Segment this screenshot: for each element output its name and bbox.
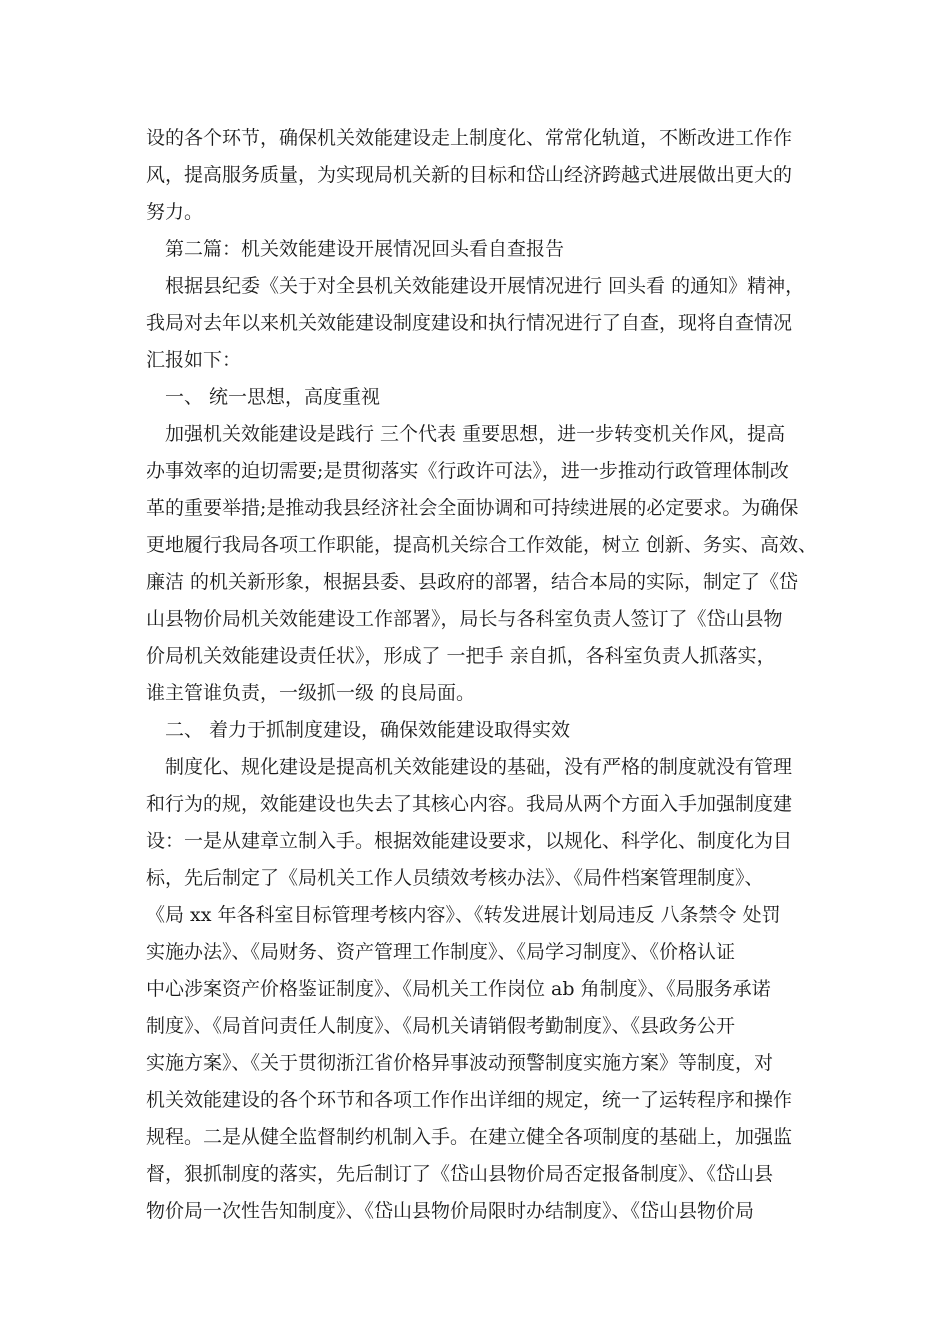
document-line: 标，先后制定了《局机关工作人员绩效考核办法》、《局件档案管理制度》、 (146, 867, 764, 889)
document-line: 设的各个环节，确保机关效能建设走上制度化、常常化轨道，不断改进工作作 (146, 127, 793, 149)
document-line: 实施办法》、《局财务、资产管理工作制度》、《局学习制度》、《价格认证 (146, 941, 736, 963)
document-line: 革的重要举措;是推动我县经济社会全面协调和可持续进展的必定要求。为确保 (146, 497, 799, 519)
document-line: 督，狠抓制度的落实，先后制订了《岱山县物价局否定报备制度》、《岱山县 (146, 1163, 774, 1185)
document-line: 我局对去年以来机关效能建设制度建设和执行情况进行了自查，现将自查情况 (146, 312, 793, 334)
document-line: 谁主管谁负责，一级抓一级 的良局面。 (146, 682, 476, 704)
document-line: 努力。 (146, 201, 204, 223)
document-line: 《局 xx 年各科室目标管理考核内容》、《转发进展计划局违反 八条禁令 处罚 (146, 904, 781, 926)
document-line: 第二篇：机关效能建设开展情况回头看自查报告 (165, 238, 565, 260)
document-line: 更地履行我局各项工作职能，提高机关综合工作效能，树立 创新、务实、高效、 (146, 534, 818, 556)
document-line: 中心涉案资产价格鉴证制度》、《局机关工作岗位 ab 角制度》、《局服务承诺 (146, 978, 771, 1000)
document-line: 根据县纪委《关于对全县机关效能建设开展情况进行 回头看 的通知》精神， (165, 275, 805, 297)
document-line: 物价局一次性告知制度》、《岱山县物价局限时办结制度》、《岱山县物价局 (146, 1200, 755, 1222)
document-body (146, 120, 826, 1230)
document-line: 加强机关效能建设是践行 三个代表 重要思想，进一步转变机关作风，提高 (165, 423, 786, 445)
document-line: 山县物价局机关效能建设工作部署》，局长与各科室负责人签订了《岱山县物 (146, 608, 783, 630)
document-line: 设：一是从建章立制入手。根据效能建设要求，以规化、科学化、制度化为目 (146, 830, 793, 852)
document-line: 实施方案》、《关于贯彻浙江省价格异事波动预警制度实施方案》等制度，对 (146, 1052, 774, 1074)
document-line: 一、 统一思想，高度重视 (165, 386, 381, 408)
document-line: 风，提高服务质量，为实现局机关新的目标和岱山经济跨越式进展做出更大的 (146, 164, 793, 186)
document-line: 廉洁 的机关新形象，根据县委、县政府的部署，结合本局的实际，制定了《岱 (146, 571, 799, 593)
document-line: 机关效能建设的各个环节和各项工作作出详细的规定，统一了运转程序和操作 (146, 1089, 793, 1111)
document-line: 办事效率的迫切需要;是贯彻落实《行政许可法》，进一步推动行政管理体制改 (146, 460, 789, 482)
document-line: 价局机关效能建设责任状》，形成了 一把手 亲自抓，各科室负责人抓落实， (146, 645, 776, 667)
document-line: 和行为的规，效能建设也失去了其核心内容。我局从两个方面入手加强制度建 (146, 793, 793, 815)
document-line: 制度》、《局首问责任人制度》、《局机关请销假考勤制度》、《县政务公开 (146, 1015, 736, 1037)
document-line: 二、 着力于抓制度建设，确保效能建设取得实效 (165, 719, 571, 741)
document-line: 规程。二是从健全监督制约机制入手。在建立健全各项制度的基础上，加强监 (146, 1126, 793, 1148)
document-line: 汇报如下： (146, 349, 242, 371)
document-line: 制度化、规化建设是提高机关效能建设的基础，没有严格的制度就没有管理 (165, 756, 793, 778)
